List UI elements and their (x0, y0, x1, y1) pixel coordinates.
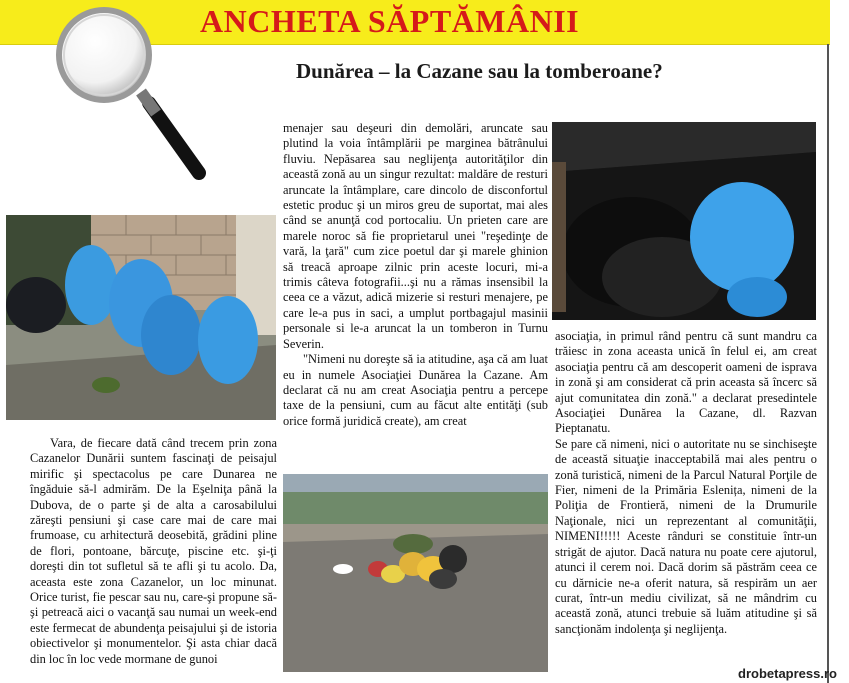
paragraph-quote: "Nimeni nu doreşte să ia atitudine, aşa că am luat eu in numele Asociaţiei Dunărea la Cazane. Am declarat că nu am creat Asociaţia pentru a percepe taxe de la pensiuni, cum au făcut alte entităţi (sub orice formă juridică create), am creat (283, 352, 548, 428)
photo-car-trunk-bags (552, 122, 816, 320)
magnifying-glass-icon (44, 5, 214, 185)
banner-title: ANCHETA SĂPTĂMÂNII (200, 3, 580, 39)
article-column-3 (555, 329, 817, 637)
paragraph-continuation: menajer sau deşeuri din demolări, aruncate sau plutind la voia întâmplării pe marginea bătrânului fluviu. Nepăsarea sau neglijenţa autorităţilor din această zonă au un singur rezultat: maldăre de resturi aruncate la întâmplare, care dincolo de disconfortul estetic produc şi un miros greu de suportat, mai ales când se anunţă cod portocaliu. Un prieten care are marele noroc să fie proprietarul unei "reşedinţe de vară, la ţară" cum zice poetul dar şi marele ghinion să treacă aproape zilnic prin aceste locuri, mi-a trimis câteva fotografii...şi nu a rămas insensibil la ceea ce a văzut, adică mizerie si resturi menajere, pe care le-a pus in saci, a umplut portbagajul masinii personale si le-a aruncat la un tomberon in Turnu Severin. (283, 121, 548, 351)
article-column-1 (30, 436, 277, 667)
source-credit: drobetapress.ro (738, 666, 837, 681)
article-column-2 (283, 121, 548, 429)
paragraph-intro: Vara, de fiecare dată când trecem prin zona Cazanelor Dunării suntem fascinaţi de peisajul mirific şi spectacolus pe care Dunarea ne îngăduie să-l admirăm. De la Eşelniţa până la Dubova, de o parte şi de alta a carosabilului zăreşti pensiuni şi case care mai de care mai frumoase, cu arhitectură deosebită, grădini pline de flori, pontoane, bărcuţe, piscine etc. şi-ţi doreşti din tot sufletul să te afli şi tu acolo. Da, aceasta este zona Cazanelor, un loc minunat. Orice turist, fie pescar sau nu, care-şi propune să-şi petreacă aici o vacanţă sau numai un week-end este fermecat de abundenţa peisajului şi de istoria obiectivelor şi monumentelor. Şi asta chiar dacă din loc în loc vede mormane de gunoi (30, 436, 277, 666)
paragraph-quote-continued: asociaţia, in primul rând pentru că sunt mandru ca trăiesc in zona aceasta unică în felul ei, am creat asociaţia pentru că am descoperit oameni de isprava in zonă şi am considerat că prin aceasta să încerc să ajut comunitatea din zonă." a declarat presedintele Asociaţiei Dunărea la Cazane, dl. Razvan Pieptanatu. (555, 329, 817, 436)
photo-roadside-garbage (283, 474, 548, 672)
paragraph-conclusion: Se pare că nimeni, nici o autoritate nu se sinchiseşte de această situaţie inacceptabilă mai ales pentru o zonă turistică, nimeni de la Parcul Natural Porţile de Fier, nimeni de la Primăria Eslenița, nimeni de la Poliţia de Frontieră, nimeni de la Drumurile Naţionale, nici un reprezentant al comunităţii, NIMENI!!!!! Aceste rânduri se constituie într-un strigăt de ajutor. Dacă natura nu poate cere ajutorul, atunci il cerem noi. Dacă dorim să păstrăm ceea ce cu dărnicie ne-a oferit natura, să respirăm un aer curat, într-un mediu civilizat, să ne mândrim cu această zonă, atunci trebuie să luăm atitudine şi să sancţionăm indolenţa şi neglijenţa. (555, 436, 817, 636)
photo-bags-by-wall (6, 215, 276, 420)
article-headline: Dunărea – la Cazane sau la tomberoane? (296, 59, 663, 83)
